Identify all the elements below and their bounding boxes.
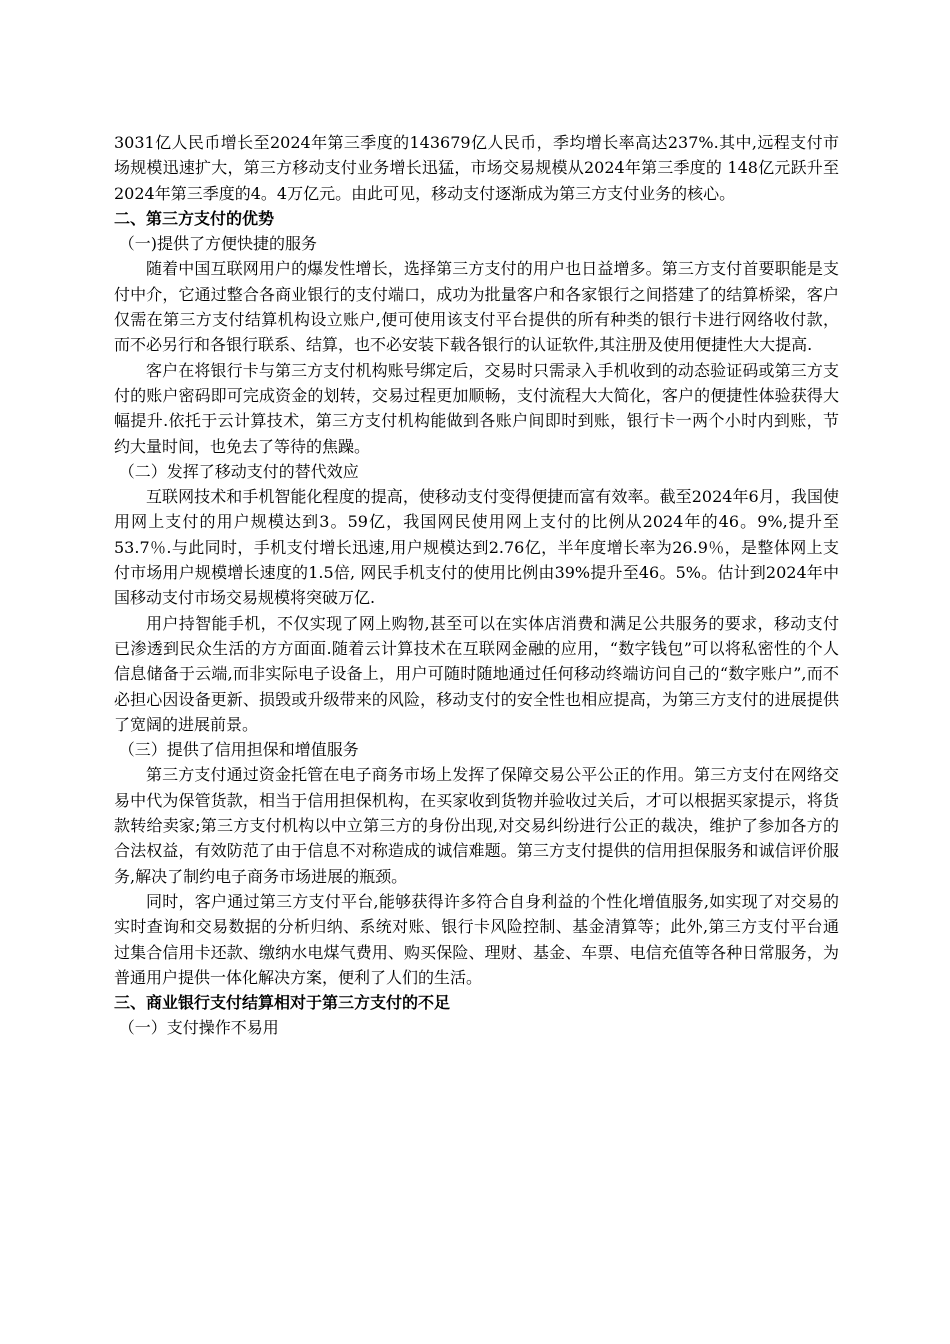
paragraph: 第三方支付通过资金托管在电子商务市场上发挥了保障交易公平公正的作用。第三方支付在网络交易中代为保管货款，相当于信用担保机构，在买家收到货物并验收过关后，才可以根据买家提示，将货款转给卖家;第三方支付机构以中立第三方的身份出现,对交易纠纷进行公正的裁决，维护了参加各方的合法权益，有效防范了由于信息不对称造成的诚信难题。第三方支付提供的信用担保服务和诚信评价服务,解决了制约电子商务市场进展的瓶颈。 — [114, 765, 839, 886]
subsection-heading: （二）发挥了移动支付的替代效应 — [118, 461, 359, 481]
subsection-heading: （一)提供了方便快捷的服务 — [118, 234, 318, 254]
paragraph: 客户在将银行卡与第三方支付机构账号绑定后，交易时只需录入手机收到的动态验证码或第三方支付的账户密码即可完成资金的划转，交易过程更加顺畅，支付流程大大简化，客户的便捷性体验获得大幅提升.依托于云计算技术，第三方支付机构能做到各账户间即时到账，银行卡一两个小时内到账，节约大量时间，也免去了等待的焦躁。 — [114, 360, 839, 456]
paragraph: 3031亿人民币增长至2024年第三季度的143679亿人民币，季均增长率高达237%.其中,远程支付市场规模迅速扩大，第三方移动支付业务增长迅猛，市场交易规模从2024年第三季度的 148亿元跃升至2024年第三季度的4。4万亿元。由此可见，移动支付逐渐成为第三方支付业务的核心。 — [114, 133, 839, 203]
subsection-heading: （一）支付操作不易用 — [118, 1018, 279, 1038]
paragraph: 互联网技术和手机智能化程度的提高，使移动支付变得便捷而富有效率。截至2024年6月，我国使用网上支付的用户规模达到3。59亿，我国网民使用网上支付的比例从2024年的46。9%,提升至53.7％.与此同时，手机支付增长迅速,用户规模达到2.76亿，半年度增长率为26.9％，是整体网上支付市场用户规模增长速度的1.5倍, 网民手机支付的使用比例由39%提升至46。5%。估计到2024年中国移动支付市场交易规模将突破万亿. — [114, 487, 839, 608]
section-heading: 三、商业银行支付结算相对于第三方支付的不足 — [114, 993, 451, 1013]
subsection-heading: （三）提供了信用担保和增值服务 — [118, 740, 359, 760]
paragraph: 随着中国互联网用户的爆发性增长，选择第三方支付的用户也日益增多。第三方支付首要职能是支付中介，它通过整合各商业银行的支付端口，成功为批量客户和各家银行之间搭建了的结算桥梁，客户仅需在第三方支付结算机构设立账户,便可使用该支付平台提供的所有种类的银行卡进行网络收付款，而不必另行和各银行联系、结算，也不必安装下载各银行的认证软件,其注册及使用便捷性大大提高. — [114, 259, 839, 355]
document-body — [114, 130, 839, 1041]
paragraph: 用户持智能手机，不仅实现了网上购物,甚至可以在实体店消费和满足公共服务的要求，移动支付已渗透到民众生活的方方面面.随着云计算技术在互联网金融的应用，“数字钱包”可以将私密性的个人信息储备于云端,而非实际电子设备上，用户可随时随地通过任何移动终端访问自己的“数字账户”,而不必担心因设备更新、损毁或升级带来的风险，移动支付的安全性也相应提高，为第三方支付的进展提供了宽阔的进展前景。 — [114, 613, 839, 734]
paragraph: 同时，客户通过第三方支付平台,能够获得许多符合自身利益的个性化增值服务,如实现了对交易的实时查询和交易数据的分析归纳、系统对账、银行卡风险控制、基金清算等；此外,第三方支付平台通过集合信用卡还款、缴纳水电煤气费用、购买保险、理财、基金、车票、电信充值等各种日常服务，为普通用户提供一体化解决方案，便利了人们的生活。 — [114, 891, 839, 987]
section-heading: 二、第三方支付的优势 — [114, 208, 275, 228]
